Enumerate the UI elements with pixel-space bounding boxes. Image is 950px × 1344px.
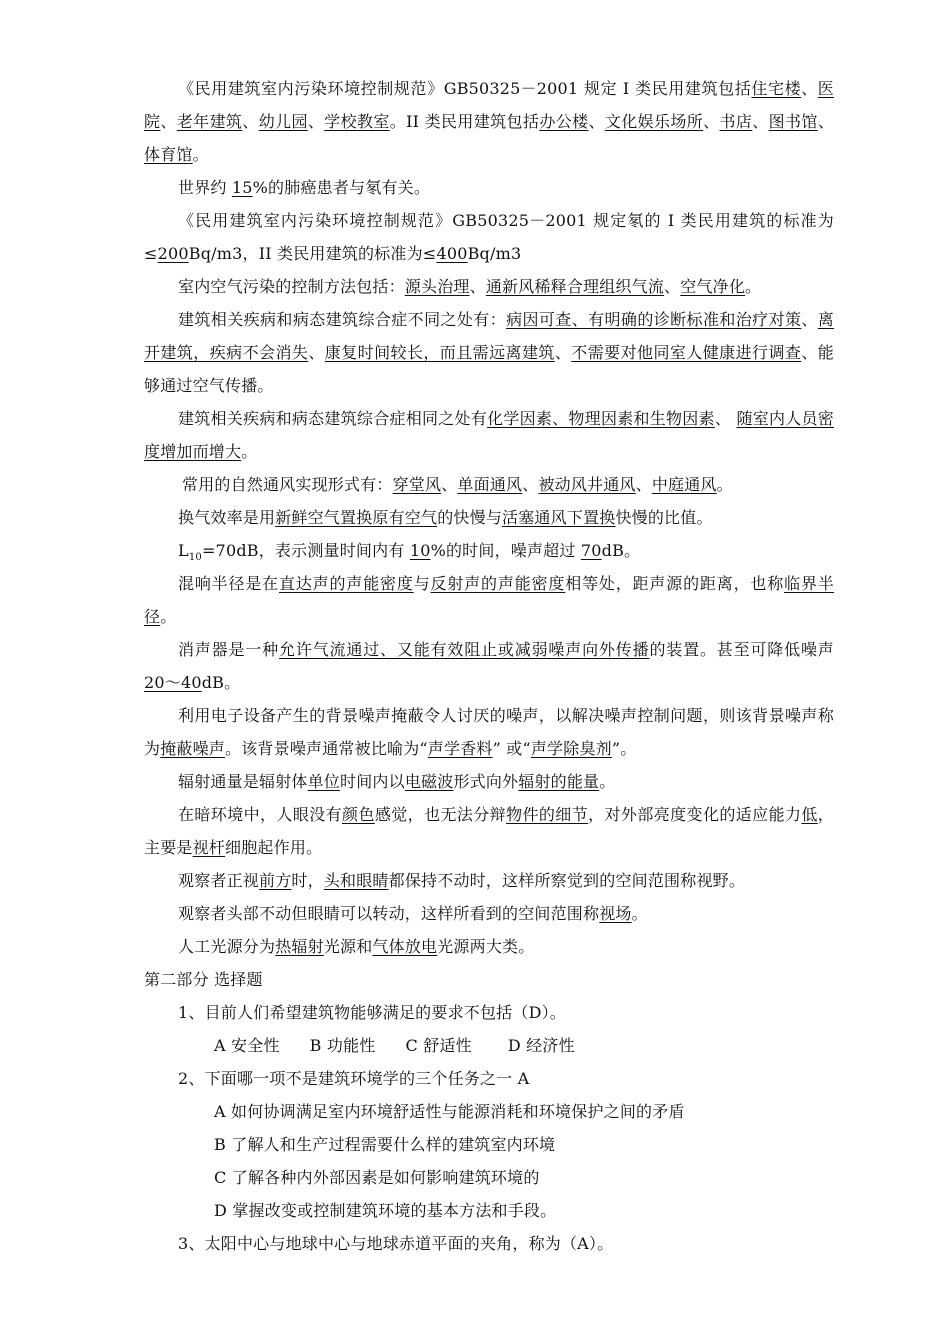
text-segment: 。 [716, 475, 733, 494]
text-segment: 世界约 [178, 178, 232, 197]
text-segment: 、 [469, 277, 486, 296]
answer-blank: 物件的细节 [506, 805, 589, 824]
answer-blank: 书店 [719, 112, 753, 131]
text-segment: 人工光源分为 [178, 937, 276, 956]
text-segment: =70dB，表示测量时间内有 [201, 541, 410, 560]
text-segment: 换气效率是用 [178, 508, 276, 527]
answer-blank: 前方 [259, 871, 292, 890]
answer-blank: 化学因素、物理因素和生物因素 [487, 409, 715, 428]
text-segment: dB。 [201, 673, 241, 692]
answer-blank: 单面通风 [457, 475, 523, 494]
option-d: D 经济性 [507, 1036, 575, 1055]
answer-blank: 新鲜空气置换原有空气 [275, 508, 438, 527]
text-segment: 光源和 [323, 937, 373, 956]
text-segment: 、 [441, 475, 458, 494]
option-b: B 功能性 [309, 1036, 376, 1055]
answer-blank: 反射声的声能密度 [430, 574, 566, 593]
answer-blank: 声学香料 [427, 739, 493, 758]
text-segment: 室内空气污染的控制方法包括： [178, 277, 405, 296]
answer-blank: 颜色 [342, 805, 375, 824]
text-segment: 、 [801, 310, 818, 329]
text-segment: 形式向外 [453, 772, 519, 791]
text-segment: 、 [817, 112, 835, 131]
answer-blank: 文化娱乐场所 [604, 112, 704, 131]
paragraph [144, 633, 834, 699]
paragraph [144, 930, 834, 963]
text-segment: 。 [745, 277, 762, 296]
answer-blank: 视场 [599, 904, 632, 923]
answer-blank: 400 [436, 244, 468, 263]
option-a: A 如何协调满足室内环境舒适性与能源消耗和环境保护之间的矛盾 [214, 1102, 685, 1121]
text-segment: 。 [631, 904, 648, 923]
answer-blank: 老年建筑 [176, 112, 243, 131]
text-segment: 时， [291, 871, 324, 890]
text-segment: dB。 [601, 541, 641, 560]
answer-blank: 源头治理 [404, 277, 470, 296]
answer-blank: 病因可查、有明确的诊断标准和治疗对策 [506, 310, 802, 329]
text-segment: 在暗环境中，人眼没有 [178, 805, 343, 824]
paragraph [144, 864, 834, 897]
text-segment: 建筑相关疾病和病态建筑综合症相同之处有 [178, 409, 488, 428]
text-segment: 、 [801, 79, 818, 98]
text-segment: 。 [599, 772, 616, 791]
answer-blank: 中庭通风 [651, 475, 717, 494]
text-segment: 、 [242, 112, 259, 131]
text-segment: 、 [714, 409, 737, 428]
paragraph [144, 798, 834, 864]
question-stem: 1、目前人们希望建筑物能够满足的要求不包括（D）。 [178, 1003, 567, 1022]
text-segment: 辐射通量是辐射体 [178, 772, 308, 791]
question-stem: 3、太阳中心与地球中心与地球赤道平面的夹角，称为（A）。 [178, 1234, 614, 1253]
text-segment: 。II 类民用建筑包括 [389, 112, 540, 131]
question-1 [144, 996, 834, 1062]
text-segment: 、 [308, 343, 325, 362]
text-segment: 、 [703, 112, 720, 131]
option-c: C 了解各种内外部因素是如何影响建筑环境的 [214, 1168, 540, 1187]
text-segment: 利用电子设备产生的背景噪声掩蔽令人讨厌的噪声，以解决噪声控制问题，则该背景噪声称为 [144, 706, 834, 758]
text-segment: 建筑相关疾病和病态建筑综合症不同之处有： [178, 310, 507, 329]
text-segment: 感觉，也无法分辩 [374, 805, 507, 824]
answer-blank: 穿堂风 [392, 475, 442, 494]
paragraph [144, 567, 834, 633]
answer-blank: 医院 [144, 79, 834, 131]
answer-blank: 70 [580, 541, 602, 560]
text-segment: ”。 [611, 739, 637, 758]
text-segment: 、 [307, 112, 325, 131]
text-segment: 、能够通过空气传播。 [144, 343, 834, 395]
paragraph [144, 303, 834, 402]
question-3 [144, 1227, 834, 1260]
answer-blank: 住宅楼 [751, 79, 802, 98]
answer-blank: 视杆 [192, 838, 226, 857]
answer-blank: 被动风井通风 [538, 475, 636, 494]
paragraph [144, 402, 834, 468]
text-segment: 、 [635, 475, 652, 494]
answer-blank: 气体放电 [372, 937, 438, 956]
paragraph [144, 270, 834, 303]
text-segment: 细胞起作用。 [225, 838, 323, 857]
text-segment: 与 [413, 574, 431, 593]
text-segment: 《民用建筑室内污染环境控制规范》GB50325－2001 规定氡的 I 类民用建筑的标准为≤ [144, 211, 834, 263]
text-segment: 、 [588, 112, 605, 131]
answer-blank: 掩蔽噪声 [160, 739, 226, 758]
paragraph [144, 72, 834, 171]
answer-blank: 热辐射 [275, 937, 324, 956]
answer-blank: 办公楼 [539, 112, 589, 131]
text-segment: 的快慢与 [437, 508, 503, 527]
answer-blank: 低 [801, 805, 818, 824]
text-segment: 消声器是一种 [178, 640, 280, 659]
answer-blank: 体育馆 [144, 145, 193, 164]
answer-blank: 活塞通风下置换 [502, 508, 616, 527]
text-segment: 混响半径是在 [178, 574, 280, 593]
paragraph [144, 534, 834, 567]
document-page [144, 72, 834, 1260]
text-segment: 、 [160, 112, 177, 131]
text-segment: ，对外部亮度变化的适应能力 [588, 805, 802, 824]
text-segment: Bq/m3，II 类民用建筑的标准为≤ [188, 244, 437, 263]
answer-blank: 图书馆 [768, 112, 818, 131]
fill-in-blank-section [144, 72, 834, 963]
answer-blank: 电磁波 [404, 772, 454, 791]
text-segment: 、 [752, 112, 769, 131]
answer-blank: 通新风稀释合理组织气流 [485, 277, 665, 296]
subscript: 10 [188, 552, 202, 564]
paragraph [144, 699, 834, 765]
paragraph [144, 468, 834, 501]
paragraph [144, 765, 834, 798]
text-segment: 。 [241, 442, 258, 461]
text-segment: 、 [664, 277, 681, 296]
answer-blank: 学校教室 [324, 112, 390, 131]
text-segment: 常用的自然通风实现形式有： [182, 475, 393, 494]
answer-blank: 随室内人员密度增加而增大 [144, 409, 834, 461]
text-segment: 。 [192, 145, 209, 164]
answer-blank: 直达声的声能密度 [279, 574, 414, 593]
text-segment: 、 [522, 475, 539, 494]
text-segment: ，主要是 [144, 805, 834, 857]
option-row [144, 1029, 834, 1062]
text-segment: 相等处，距声源的距离，也称 [565, 574, 785, 593]
text-segment: %的肺癌患者与氡有关。 [252, 178, 431, 197]
paragraph [144, 204, 834, 270]
text-segment: 观察者正视 [178, 871, 260, 890]
answer-blank: 空气净化 [680, 277, 746, 296]
text-segment: 的装置。甚至可降低噪声 [649, 640, 835, 659]
answer-blank: 20～40 [144, 673, 202, 692]
answer-blank: 15 [231, 178, 253, 197]
answer-blank: 临界半径 [144, 574, 834, 626]
text-segment: 都保持不动时，这样所察觉到的空间范围称视野。 [388, 871, 746, 890]
text-segment: 《民用建筑室内污染环境控制规范》GB50325－2001 规定 I 类民用建筑包括 [178, 79, 752, 98]
answer-blank: 头和眼睛 [323, 871, 389, 890]
option-b: B 了解人和生产过程需要什么样的建筑室内环境 [214, 1135, 556, 1154]
answer-blank: 允许气流通过、又能有效阻止或减弱噪声向外传播 [279, 640, 650, 659]
text-segment: 快慢的比值。 [615, 508, 713, 527]
text-segment: L [178, 541, 189, 560]
answer-blank: 康复时间较长，而且需远离建筑 [324, 343, 555, 362]
text-segment: 。该背景噪声通常被比喻为“ [225, 739, 428, 758]
paragraph [144, 501, 834, 534]
text-segment: 时间内以 [340, 772, 405, 791]
paragraph [144, 897, 834, 930]
text-segment: ” 或“ [492, 739, 531, 758]
option-c: C 舒适性 [405, 1036, 472, 1055]
text-segment: Bq/m3 [467, 244, 522, 263]
option-a: A 安全性 [214, 1036, 280, 1055]
answer-blank: 幼儿园 [258, 112, 308, 131]
answer-blank: 单位 [307, 772, 341, 791]
paragraph [144, 171, 834, 204]
text-segment: %的时间，噪声超过 [430, 541, 581, 560]
text-segment: 观察者头部不动但眼睛可以转动，这样所看到的空间范围称 [178, 904, 600, 923]
text-segment: 光源两大类。 [437, 937, 535, 956]
answer-blank: 离开建筑，疾病不会消失 [144, 310, 834, 362]
answer-blank: 不需要对他同室人健康进行调查 [571, 343, 802, 362]
question-stem: 2、下面哪一项不是建筑环境学的三个任务之一 A [178, 1069, 530, 1088]
question-2 [144, 1062, 834, 1227]
option-d: D 掌握改变或控制建筑环境的基本方法和手段。 [214, 1201, 557, 1220]
text-segment: 、 [554, 343, 572, 362]
answer-blank: 声学除臭剂 [530, 739, 612, 758]
answer-blank: 200 [157, 244, 189, 263]
answer-blank: 辐射的能量 [518, 772, 600, 791]
text-segment: 。 [160, 607, 177, 626]
section-title: 第二部分 选择题 [144, 970, 263, 989]
answer-blank: 10 [409, 541, 431, 560]
